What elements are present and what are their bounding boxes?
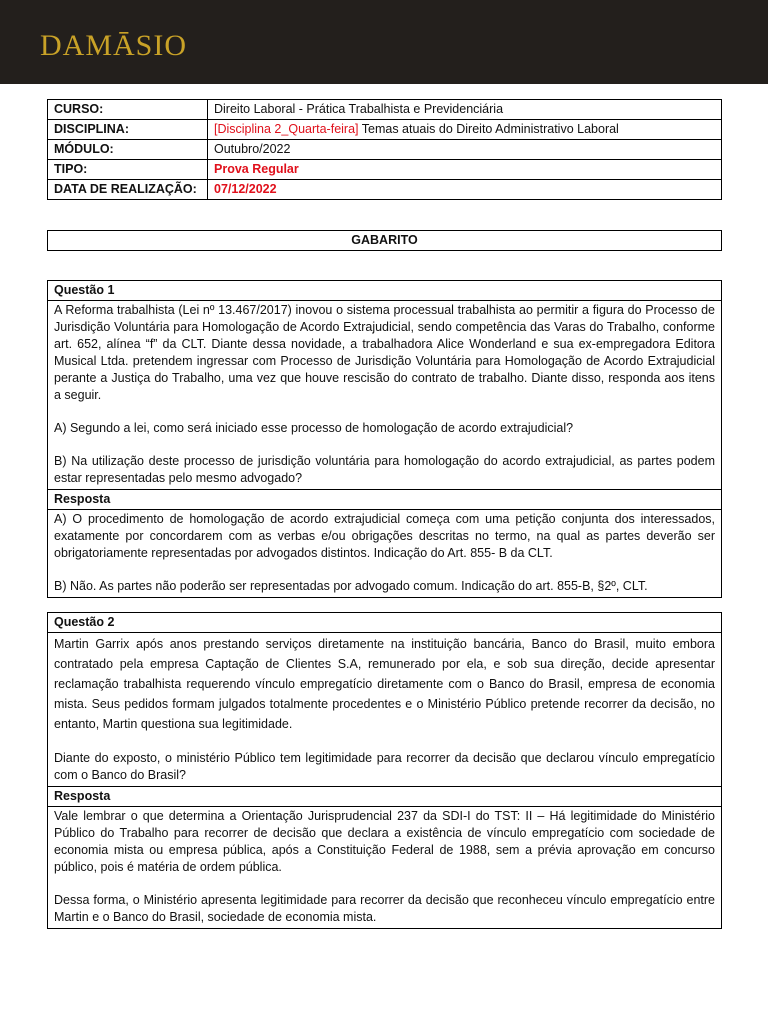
info-row-modulo [48, 140, 722, 160]
info-key: DISCIPLINA: [48, 120, 208, 140]
answer-1-body [48, 510, 722, 598]
info-row-curso [48, 100, 722, 120]
exam-info-table [47, 99, 722, 200]
question-1-table [47, 280, 722, 598]
question-1-text: A Reforma trabalhista (Lei nº 13.467/2017) inovou o sistema processual trabalhista ao permitir a figura do Processo de Jurisdição Voluntária para Homologação de Acordo Extrajudicial, sendo competência das Varas do Trabalho, conforme art. 652, alínea “f” da CLT. Diante dessa novidade, a trabalhadora Alice Wonderland e sua ex-empregadora Editora Musical Ltda. pretendem ingressar com Processo de Jurisdição Voluntária para Homologação de Acordo Extrajudicial perante a Justiça do Trabalho, uma vez que houve rescisão do contrato de trabalho. Diante disso, responda aos itens a seguir. [54, 303, 715, 402]
info-key: CURSO: [48, 100, 208, 120]
info-value: Outubro/2022 [208, 140, 722, 160]
answer-2-p1: Vale lembrar o que determina a Orientação Jurisprudencial 237 da SDI-I do TST: II – Há legitimidade do Ministério Público do Trabalho para recorrer de decisão que declara a existência de vínculo empregatício com sociedade de economia mista ou empresa pública, após a Constituição Federal de 1988, sem a prévia aprovação em concurso público, pois é matéria de ordem pública. [54, 809, 715, 874]
question-1-body [48, 301, 722, 490]
question-2-body [48, 633, 722, 787]
gabarito-title: GABARITO [48, 231, 722, 251]
question-1-item-b: B) Na utilização deste processo de jurisdição voluntária para homologação do acordo extrajudicial, as partes podem estar representadas pelo mesmo advogado? [54, 454, 715, 485]
question-2-table [47, 612, 722, 929]
question-2-title: Questão 2 [48, 613, 722, 633]
answer-1-title: Resposta [48, 490, 722, 510]
discipline-tag: [Disciplina 2_Quarta-feira] [214, 122, 359, 136]
info-key: DATA DE REALIZAÇÃO: [48, 180, 208, 200]
answer-2-title: Resposta [48, 787, 722, 807]
answer-1-b: B) Não. As partes não poderão ser representadas por advogado comum. Indicação do art. 855-B, §2º, CLT. [54, 579, 648, 593]
question-1-title: Questão 1 [48, 281, 722, 301]
info-value: Direito Laboral - Prática Trabalhista e Previdenciária [208, 100, 722, 120]
discipline-name: Temas atuais do Direito Administrativo Laboral [358, 122, 619, 136]
question-1-item-a: A) Segundo a lei, como será iniciado esse processo de homologação de acordo extrajudicial? [54, 421, 574, 435]
question-2-text: Martin Garrix após anos prestando serviços diretamente na instituição bancária, Banco do Brasil, muito embora contratado pela empresa Captação de Clientes S.A, remunerado por ela, e sob sua direção, decide apresentar reclamação trabalhista requerendo vínculo empregatício diretamente com o Banco do Brasil, empresa de economia mista. Seus pedidos formam julgados totalmente procedentes e o Ministério Público pretende recorrer da decisão, no entanto, Martin questiona sua legitimidade. [54, 637, 715, 731]
answer-2-body [48, 807, 722, 929]
info-key: MÓDULO: [48, 140, 208, 160]
damasio-logo: DAMĀSIO [40, 29, 188, 62]
info-value [208, 120, 722, 140]
answer-1-a: A) O procedimento de homologação de acordo extrajudicial começa com uma petição conjunta dos interessados, exatamente por concordarem com as verbas e/ou obrigações descritas no termo, na qual as partes deverão ser obrigatoriamente representadas por advogados distintos. Indicação do Art. 855- B da CLT. [54, 512, 715, 560]
answer-2-p2: Dessa forma, o Ministério apresenta legitimidade para recorrer da decisão que reconheceu vínculo empregatício entre Martin e o Banco do Brasil, sociedade de economia mista. [54, 893, 715, 924]
info-row-disciplina [48, 120, 722, 140]
header-bar [0, 0, 768, 84]
info-value: 07/12/2022 [208, 180, 722, 200]
info-row-data [48, 180, 722, 200]
info-value: Prova Regular [208, 160, 722, 180]
info-row-tipo [48, 160, 722, 180]
question-2-question: Diante do exposto, o ministério Público tem legitimidade para recorrer da decisão que declarou vínculo empregatício com o Banco do Brasil? [54, 751, 715, 782]
info-key: TIPO: [48, 160, 208, 180]
gabarito-table [47, 230, 722, 251]
